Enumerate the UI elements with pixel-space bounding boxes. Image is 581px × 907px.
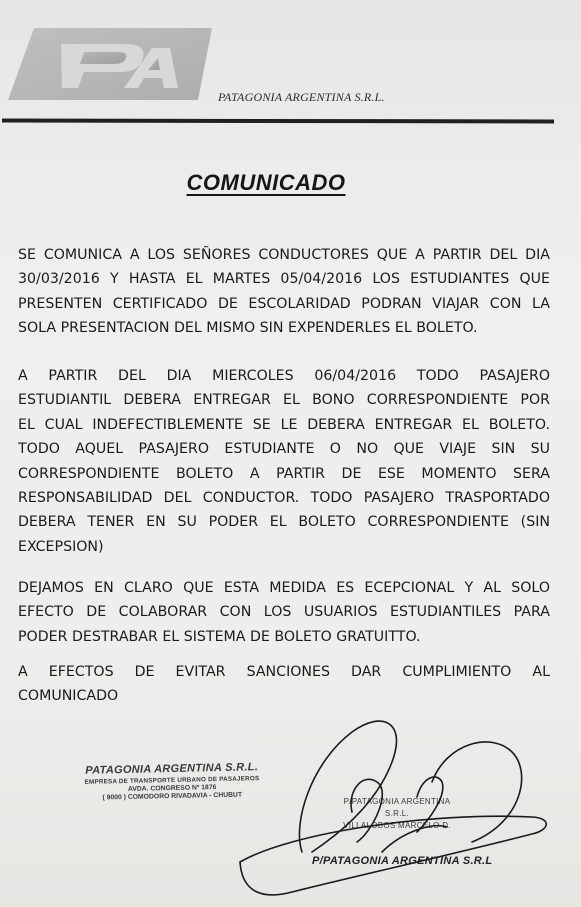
- handwritten-signature: [232, 702, 562, 902]
- text-line: EL CUAL INDEFECTIBLEMENTE SE LE DEBERA ENTREGAR EL BOLETO.: [18, 416, 550, 433]
- text-line: PRESENTEN CERTIFICADO DE ESCOLARIDAD PODRAN VIAJAR CON LA: [18, 295, 550, 312]
- text-line: RESPONSABILIDAD DEL CONDUCTOR. TODO PASAJERO TRASPORTADO: [18, 489, 550, 506]
- text-line: A PARTIR DEL DIA MIERCOLES 06/04/2016 TODO PASAJERO: [18, 368, 550, 384]
- document-title: COMUNICADO: [186, 170, 346, 195]
- text-line: 30/03/2016 Y HASTA EL MARTES 05/04/2016 LOS ESTUDIANTES QUE: [18, 271, 550, 288]
- signature-stamp-line: VILLALOBOS MARCELO D.: [343, 821, 451, 830]
- text-line: PODER DESTRABAR EL SISTEMA DE BOLETO GRATUITTO.: [18, 628, 421, 645]
- text-line: SOLA PRESENTACION DEL MISMO SIN EXPENDERLES EL BOLETO.: [18, 320, 478, 337]
- paragraph-2: [18, 364, 550, 559]
- paragraph-3: [18, 576, 550, 649]
- stamp-company-name: PATAGONIA ARGENTINA S.R.L.: [85, 761, 259, 777]
- stamp-line: ( 9000 ) COMODORO RIVADAVIA - CHUBUT: [102, 791, 243, 802]
- stamp-line: AVDA. CONGRESO Nº 1876: [127, 784, 217, 793]
- text-line: TODO AQUEL PASAJERO ESTUDIANTE O NO QUE VIAJE SIN SU: [18, 441, 550, 458]
- text-line: ESTUDIANTIL DEBERA ENTREGAR EL BONO CORRESPONDIENTE POR: [18, 392, 550, 409]
- text-line: CORRESPONDIENTE BOLETO A PARTIR DE ESE MOMENTO SERA: [18, 465, 550, 482]
- text-line: EXCEPSION): [18, 538, 104, 555]
- signature-footer: P/PATAGONIA ARGENTINA S.R.L: [312, 855, 493, 867]
- text-line: DEBERA TENER EN SU PODER EL BOLETO CORRESPONDIENTE (SIN: [18, 514, 550, 531]
- header-divider: [2, 119, 554, 124]
- company-logo: [6, 26, 212, 102]
- signature-stamp-line: P/PATAGONIA ARGENTINA S.R.L.: [343, 797, 451, 818]
- company-header-name: PATAGONIA ARGENTINA S.R.L.: [218, 90, 385, 104]
- text-line: A EFECTOS DE EVITAR SANCIONES DAR CUMPLIMIENTO AL: [18, 664, 550, 680]
- paragraph-1: [18, 243, 550, 341]
- text-line: SE COMUNICA A LOS SEÑORES CONDUCTORES QUE A PARTIR DEL DIA: [18, 247, 550, 263]
- text-line: EFECTO DE COLABORAR CON LOS USUARIOS ESTUDIANTILES PARA: [18, 604, 550, 621]
- stamp-line: EMPRESA DE TRANSPORTE URBANO DE PASAJEROS: [84, 775, 260, 786]
- text-line: COMUNICADO: [18, 688, 119, 705]
- text-line: DEJAMOS EN CLARO QUE ESTA MEDIDA ES ECEPCIONAL Y AL SOLO: [18, 580, 550, 596]
